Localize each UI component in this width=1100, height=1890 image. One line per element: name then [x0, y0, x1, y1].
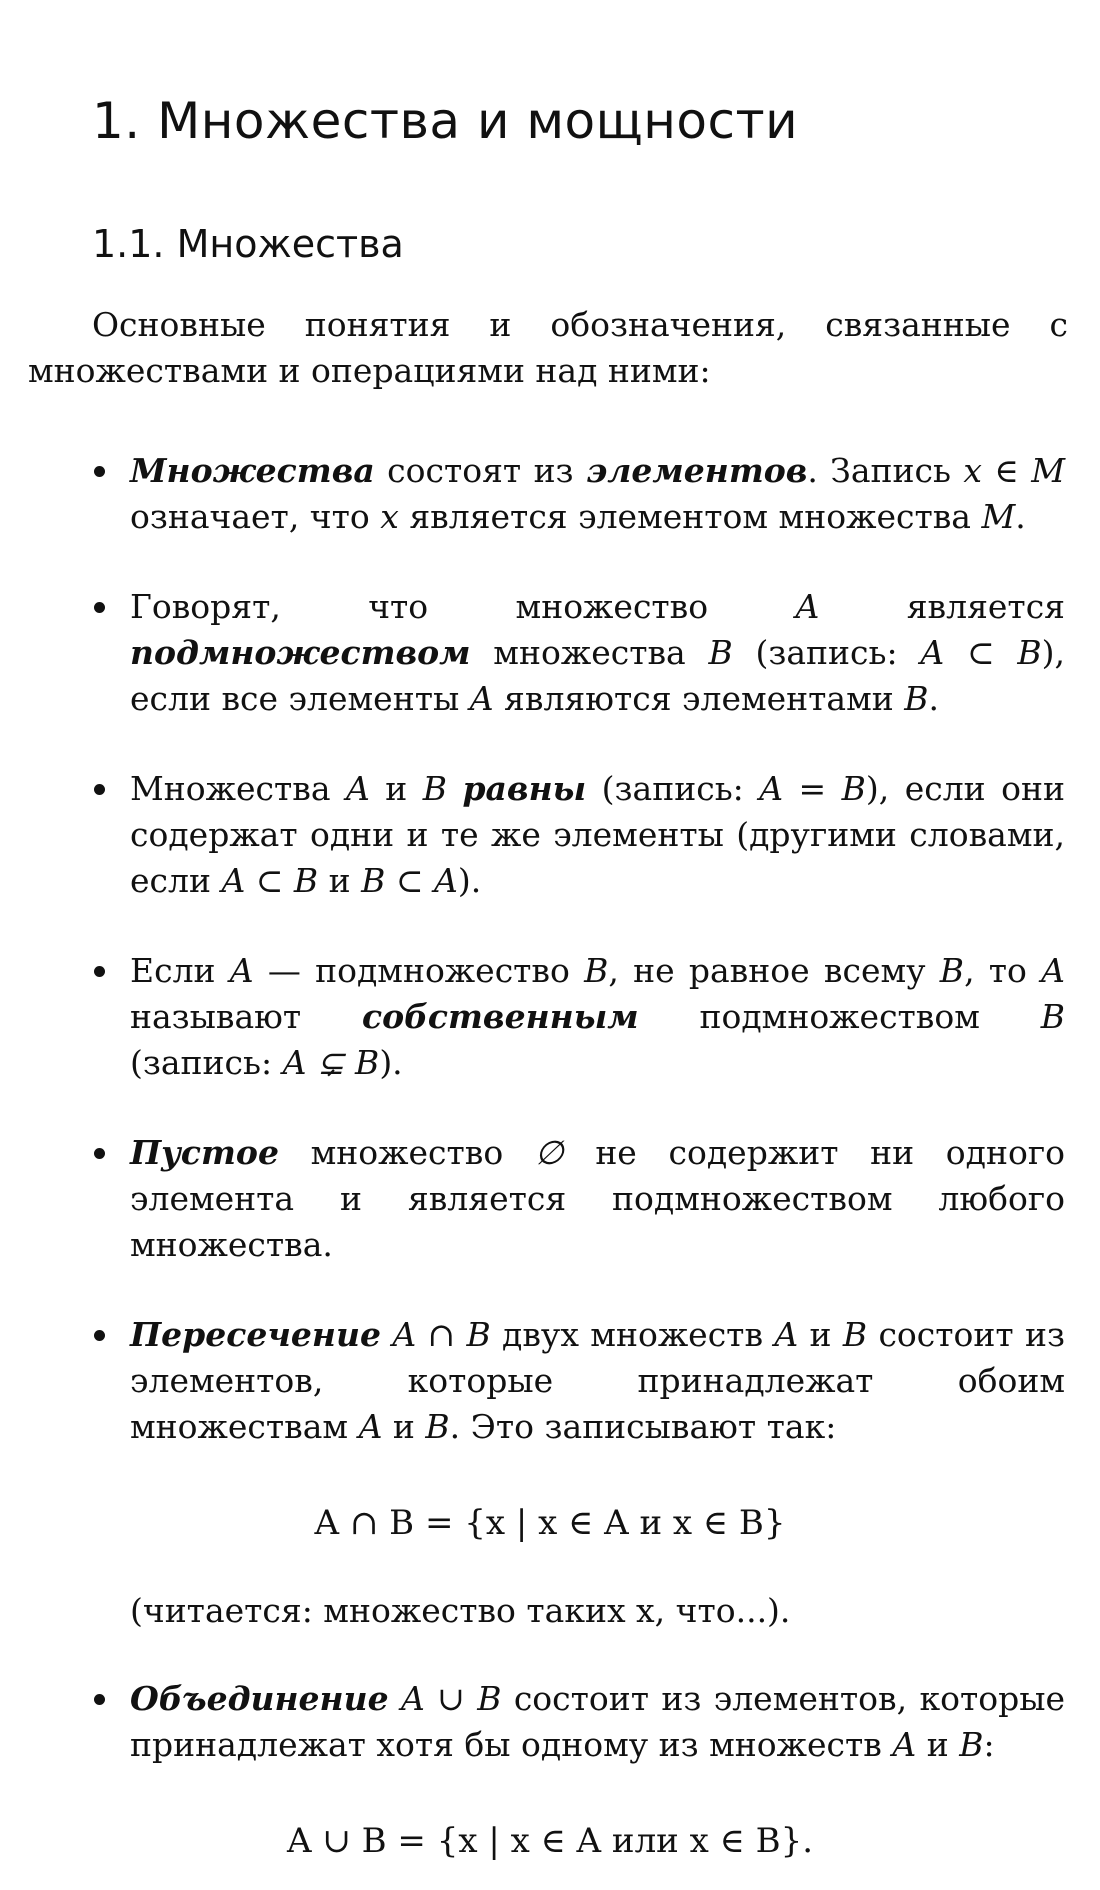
bullet-icon	[94, 1694, 105, 1705]
list-item-intersection: Пересечение A ∩ B двух множеств A и B состоит из элементов, которые принадлежат обоим множествам A и B. Это записывают так:	[130, 1312, 1065, 1450]
bullet-icon	[94, 602, 105, 613]
bullet-icon	[94, 966, 105, 977]
bullet-icon	[94, 466, 105, 477]
list-item-sets: Множества состоят из элементов. Запись x ∈ M означает, что x является элементом множества M.	[130, 448, 1065, 540]
list-item-union: Объединение A ∪ B состоит из элементов, которые принадлежат хотя бы одному из множеств A и B:	[130, 1676, 1065, 1768]
union-formula: A ∪ B = {x | x ∈ A или x ∈ B}.	[286, 1821, 814, 1861]
section-title: 1.1. Множества	[92, 222, 404, 266]
bullet-icon	[94, 784, 105, 795]
list-item-proper-subset: Если A — подмножество B, не равное всему B, то A называют собственным подмножеством B (запись: A ⊊ B).	[130, 948, 1065, 1086]
intersection-formula: A ∩ B = {x | x ∈ A и x ∈ B}	[314, 1503, 786, 1543]
list-item-empty-set: Пустое множество ∅ не содержит ни одного элемента и является подмножеством любого множества.	[130, 1130, 1065, 1268]
list-item-subset: Говорят, что множество A является подмножеством множества B (запись: A ⊂ B), если все элементы A являются элементами B.	[130, 584, 1065, 722]
list-item-equal: Множества A и B равны (запись: A = B), если они содержат одни и те же элементы (другими словами, если A ⊂ B и B ⊂ A).	[130, 766, 1065, 904]
intro-paragraph: Основные понятия и обозначения, связанные с множествами и операциями над ними:	[28, 305, 1068, 390]
bullet-icon	[94, 1330, 105, 1341]
formula-note: (читается: множество таких x, что...).	[130, 1591, 791, 1630]
bullet-icon	[94, 1148, 105, 1159]
chapter-title: 1. Множества и мощности	[92, 92, 799, 150]
